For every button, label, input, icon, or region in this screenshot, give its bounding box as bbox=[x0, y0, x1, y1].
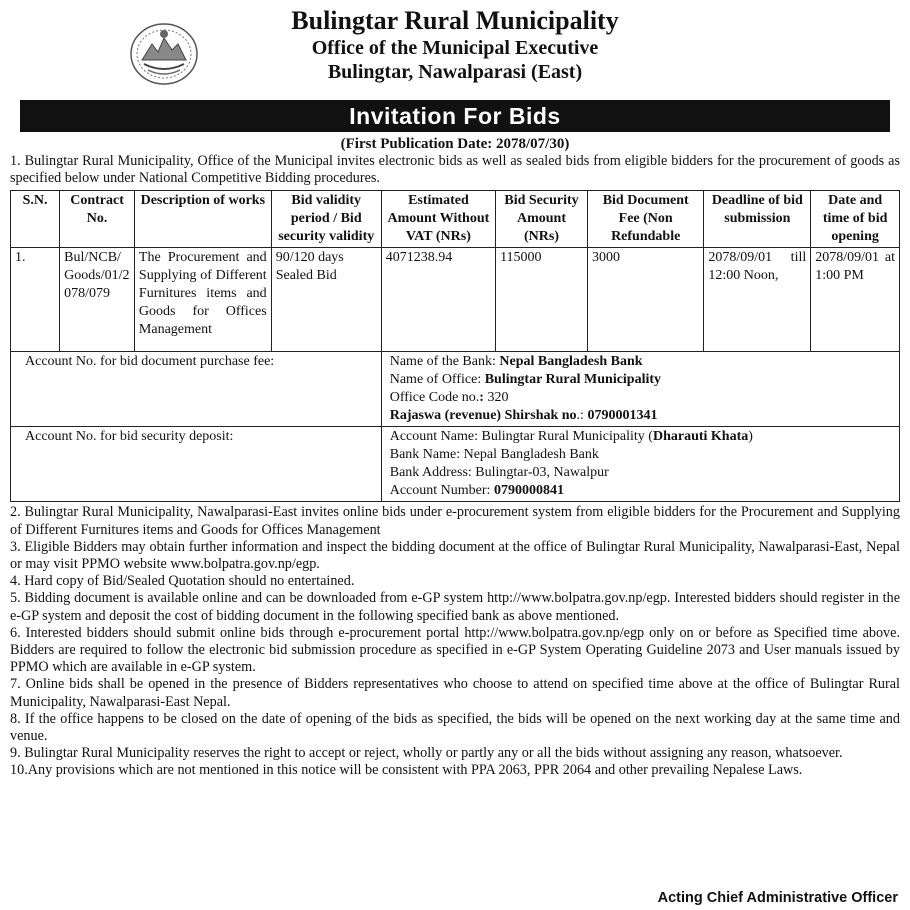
header bbox=[10, 0, 900, 100]
cell-security: 115000 bbox=[496, 248, 588, 352]
col-header-sn: S.N. bbox=[11, 191, 60, 248]
list-item: 6. Interested bidders should submit online bids through e-procurement portal http://www.bolpatra.gov.np/egp only on or before as Specified time above. Bidders are required to follow the electronic bid submission procedure as specified in e-GP System Operating Guideline 2073 and User manuals issued by PPMO which are available in e-GP system. bbox=[10, 624, 900, 676]
account-number-value: 0790000841 bbox=[493, 483, 564, 499]
list-item: 4. Hard copy of Bid/Sealed Quotation should no entertained. bbox=[10, 573, 355, 590]
cell-estimated: 4071238.94 bbox=[381, 248, 495, 352]
list-item: 5. Bidding document is available online and can be downloaded from e-GP system http://www.bolpatra.gov.np/egp. Interested bidders should register in the e-GP system and deposit the cost of bidding document in the following specified bank as above mentioned. bbox=[10, 590, 900, 624]
list-item: 3. Eligible Bidders may obtain further information and inspect the bidding document at the office of Bulingtar Rural Municipality, Nawalparasi-East, Nepal or may visit PPMO website www.bolpatra.gov.np/egp. bbox=[10, 538, 900, 573]
security-deposit-row bbox=[11, 427, 900, 502]
purchase-fee-label bbox=[11, 352, 382, 427]
cell-sn: 1. bbox=[11, 248, 60, 352]
col-header-estimated: Estimated Amount Without VAT (NRs) bbox=[381, 191, 495, 248]
list-item: 2. Bulingtar Rural Municipality, Nawalparasi-East invites online bids under e-procurement system from eligible bidders for the Procurement and Supplying of Different Furnitures items and Goods for Offices Management bbox=[10, 504, 900, 538]
office-code-value: 320 bbox=[483, 390, 509, 406]
col-header-contract: Contract No. bbox=[60, 191, 135, 248]
security-deposit-label bbox=[11, 427, 382, 502]
intro-paragraph: 1. Bulingtar Rural Municipality, Office of the Municipal invites electronic bids as well as sealed bids from eligible bidders for the procurement of goods as specified below under National Competitive Bidding procedures. bbox=[10, 153, 900, 187]
security-bank-address: Bank Address: Bulingtar-03, Nawalpur bbox=[389, 465, 609, 481]
list-item: 7. Online bids shall be opened in the presence of Bidders representatives who choose to attend on specified time above at the office of Bulingtar Rural Municipality, Nawalparasi-East Nepal. bbox=[10, 676, 900, 710]
nepal-emblem-icon bbox=[128, 20, 200, 88]
purchase-fee-details bbox=[381, 352, 899, 427]
table-header-row bbox=[11, 191, 900, 248]
col-header-opening: Date and time of bid opening bbox=[811, 191, 900, 248]
cell-validity: 90/120 days Sealed Bid bbox=[271, 248, 381, 352]
account-number-label: Account Number: bbox=[389, 483, 494, 499]
rajaswa-number: 0790001341 bbox=[587, 408, 658, 424]
cell-deadline: 2078/09/01 till 12:00 Noon, bbox=[704, 248, 811, 352]
rajaswa-label: Rajaswa (revenue) Shirshak no bbox=[389, 408, 577, 424]
list-item: 9. Bulingtar Rural Municipality reserves the right to accept or reject, wholly or partly any or all the bids without assigning any reason, whatsoever. bbox=[10, 745, 843, 762]
bid-table bbox=[10, 190, 900, 502]
table-row bbox=[11, 248, 900, 352]
purchase-fee-row bbox=[11, 352, 900, 427]
office-label: Name of Office: bbox=[389, 372, 485, 388]
bank-label: Name of the Bank: bbox=[389, 354, 500, 370]
signature-title: Acting Chief Administrative Officer bbox=[657, 890, 898, 906]
notice-items bbox=[10, 504, 900, 779]
col-header-validity: Bid validity period / Bid security validity bbox=[271, 191, 381, 248]
security-deposit-label-text: Account No. for bid security deposit: bbox=[25, 429, 234, 445]
account-name-label: Account Name: Bulingtar Rural Municipality ( bbox=[389, 429, 653, 445]
col-header-description: Description of works bbox=[134, 191, 271, 248]
col-header-security: Bid Security Amount (NRs) bbox=[496, 191, 588, 248]
col-header-deadline: Deadline of bid submission bbox=[704, 191, 811, 248]
col-header-fee: Bid Document Fee (Non Refundable bbox=[587, 191, 703, 248]
location-line: Bulingtar, Nawalparasi (East) bbox=[327, 61, 583, 83]
list-item: 10.Any provisions which are not mentioned in this notice will be consistent with PPA 2063, PPR 2064 and other prevailing Nepalese Laws. bbox=[10, 762, 803, 779]
office-value: Bulingtar Rural Municipality bbox=[484, 372, 662, 388]
list-item: 8. If the office happens to be closed on the date of opening of the bids as specified, the bids will be opened on the next working day at the same time and venue. bbox=[10, 710, 900, 745]
cell-contract: Bul/NCB/Goods/01/2078/079 bbox=[60, 248, 135, 352]
cell-opening: 2078/09/01 at 1:00 PM bbox=[811, 248, 900, 352]
account-name-bold: Dharauti Khata bbox=[652, 429, 749, 445]
security-deposit-details bbox=[381, 427, 899, 502]
office-code-label: Office Code no. bbox=[389, 390, 480, 406]
security-bank-name: Bank Name: Nepal Bangladesh Bank bbox=[389, 447, 599, 463]
purchase-fee-label-text: Account No. for bid document purchase fee: bbox=[25, 354, 275, 370]
bank-value: Nepal Bangladesh Bank bbox=[499, 354, 643, 370]
invitation-banner: Invitation For Bids bbox=[20, 100, 890, 132]
office-subtitle: Office of the Municipal Executive bbox=[311, 37, 599, 59]
office-code-colon: : bbox=[479, 390, 484, 406]
rajaswa-sep: .: bbox=[576, 408, 588, 424]
account-name-end: ) bbox=[748, 429, 753, 445]
municipality-title: Bulingtar Rural Municipality bbox=[291, 6, 619, 35]
publication-date: (First Publication Date: 2078/07/30) bbox=[340, 136, 570, 152]
cell-description: The Procurement and Supplying of Different Furnitures items and Goods for Offices Management bbox=[134, 248, 271, 352]
cell-fee: 3000 bbox=[587, 248, 703, 352]
